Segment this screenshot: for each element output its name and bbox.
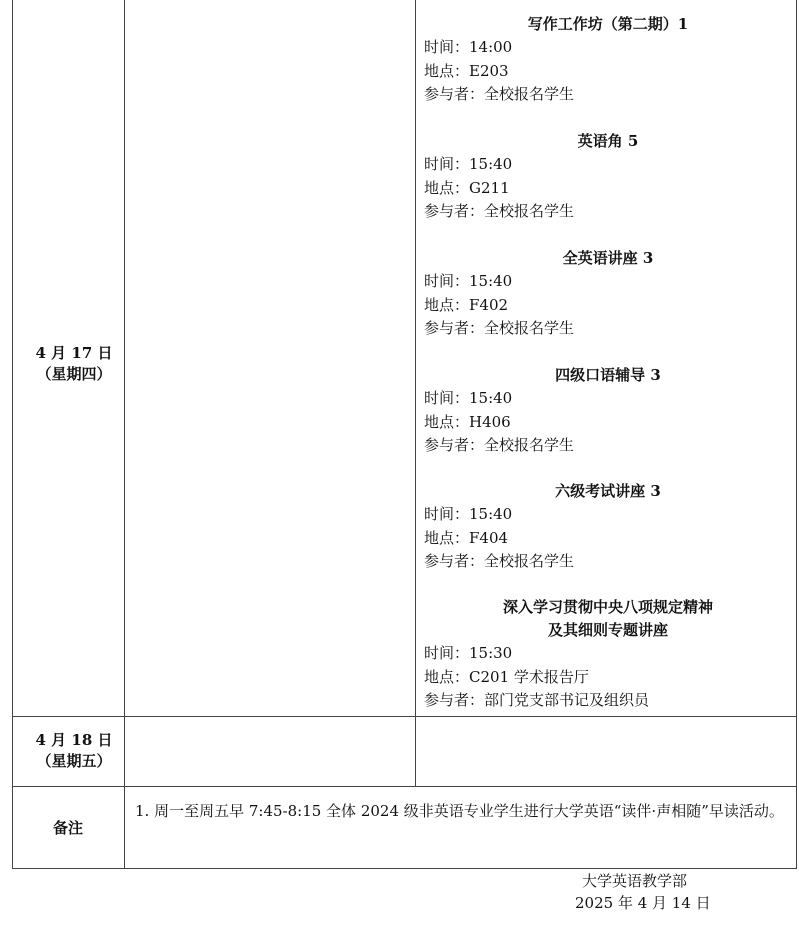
footer-date: 2025 年 4 月 14 日 <box>575 894 711 912</box>
date-cell-friday <box>12 730 136 772</box>
row-divider-fri-notes <box>12 786 797 787</box>
event-time: 时间：15:40 <box>424 272 513 290</box>
event-cet4-oral-tutoring <box>424 364 792 458</box>
event-place: 地点：F404 <box>424 528 509 547</box>
event-writing-workshop <box>424 13 792 107</box>
table-divider-col2 <box>415 0 416 786</box>
event-time: 时间：15:30 <box>424 644 513 662</box>
event-place: 地点：E203 <box>424 61 509 80</box>
event-place: 地点：H406 <box>424 412 511 431</box>
footer-department: 大学英语教学部 <box>582 872 688 890</box>
event-special-lecture <box>424 596 792 713</box>
event-title: 写作工作坊（第二期）1 <box>527 15 689 33</box>
event-title: 英语角 5 <box>577 132 639 150</box>
weekday-label: （星期四） <box>36 365 112 383</box>
event-cet6-exam-lecture <box>424 480 792 574</box>
event-participants: 参与者：全校报名学生 <box>424 319 575 337</box>
event-title: 全英语讲座 3 <box>562 249 654 267</box>
event-time: 时间：15:40 <box>424 155 513 173</box>
event-title-line1: 深入学习贯彻中央八项规定精神 <box>502 598 713 616</box>
event-time: 时间：15:40 <box>424 505 513 523</box>
event-participants: 参与者：全校报名学生 <box>424 202 575 220</box>
notes-text: 1. 周一至周五早 7:45-8:15 全体 2024 级非英语专业学生进行大学英语“读伴·声相随”早读活动。 <box>135 802 784 820</box>
row-divider-thu-fri <box>12 716 797 717</box>
notes-label: 备注 <box>52 819 83 837</box>
event-participants: 参与者：部门党支部书记及组织员 <box>424 691 650 709</box>
event-participants: 参与者：全校报名学生 <box>424 436 575 454</box>
date-cell-thursday <box>12 343 136 385</box>
event-time: 时间：14:00 <box>424 38 513 56</box>
event-participants: 参与者：全校报名学生 <box>424 552 575 570</box>
event-place: 地点：G211 <box>424 178 510 197</box>
event-place: 地点：F402 <box>424 295 509 314</box>
table-border-bottom <box>12 868 797 869</box>
event-place: 地点：C201 学术报告厅 <box>424 667 589 686</box>
event-english-corner <box>424 130 792 224</box>
weekday-label: （星期五） <box>36 752 112 770</box>
date-label: 4 月 18 日 <box>35 731 113 749</box>
event-title: 六级考试讲座 3 <box>555 482 661 500</box>
event-participants: 参与者：全校报名学生 <box>424 85 575 103</box>
table-border-right <box>796 0 797 868</box>
event-all-english-lecture <box>424 247 792 341</box>
event-title-line2: 及其细则专题讲座 <box>547 621 668 639</box>
event-time: 时间：15:40 <box>424 389 513 407</box>
event-title: 四级口语辅导 3 <box>555 366 661 384</box>
date-label: 4 月 17 日 <box>35 344 113 362</box>
